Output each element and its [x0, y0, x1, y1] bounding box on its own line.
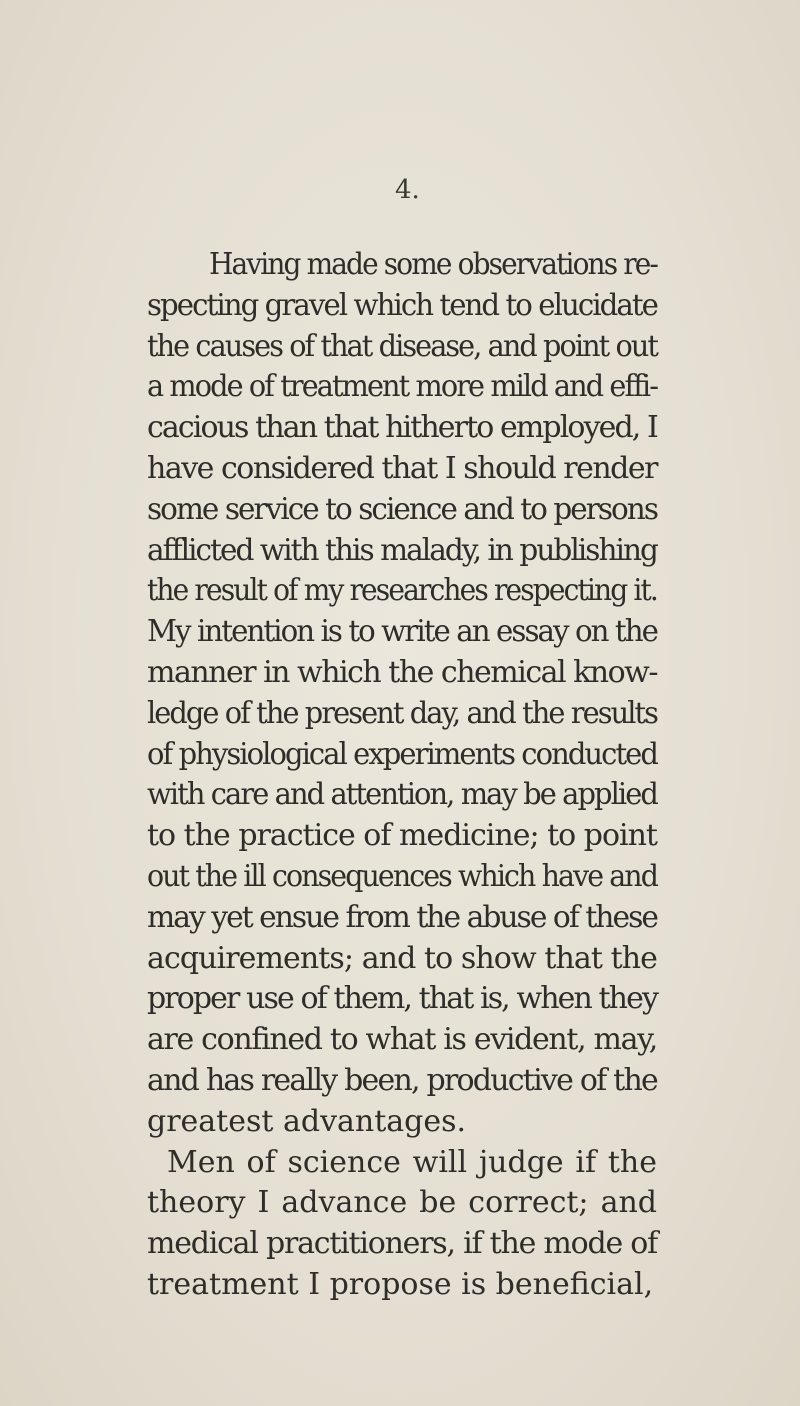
text-line: proper use of them, that is, when they — [147, 981, 657, 1017]
text-line: ledge of the present day, and the results — [147, 695, 657, 731]
text-line: the causes of that disease, and point out — [147, 328, 657, 364]
text-line: greatest advantages. — [147, 1103, 467, 1139]
text-line: Having made some observations re- — [209, 247, 657, 282]
text-line: have considered that I should render — [147, 450, 657, 486]
text-line: with care and attention, may be applied — [147, 777, 657, 813]
page-number: 4. — [395, 175, 420, 205]
text-line: specting gravel which tend to elucidate — [147, 287, 657, 323]
text-line: to the practice of medicine; to point — [147, 818, 657, 854]
text-line: manner in which the chemical know- — [147, 654, 657, 690]
text-line: a mode of treatment more mild and effi- — [147, 369, 657, 405]
paragraph-2 — [147, 1143, 657, 1306]
text-line: afflicted with this malady, in publishing — [147, 532, 657, 568]
text-line: Men of science will judge if the — [167, 1144, 657, 1180]
text-line: some service to science and to persons — [147, 491, 657, 527]
text-line: may yet ensue from the abuse of these — [147, 899, 657, 935]
text-line: and has really been, productive of the — [147, 1062, 657, 1098]
body-text — [147, 245, 657, 1306]
text-line: the result of my researches respecting it. — [147, 573, 657, 609]
text-line: My intention is to write an essay on the — [147, 614, 657, 650]
text-line: treatment I propose is beneficial, — [147, 1266, 654, 1302]
text-line: of physiological experiments conducted — [147, 736, 657, 772]
paragraph-1 — [147, 245, 657, 1143]
text-line: acquirements; and to show that the — [147, 940, 657, 976]
text-line: are confined to what is evident, may, — [147, 1022, 657, 1058]
text-line: theory I advance be correct; and — [147, 1185, 657, 1221]
text-line: cacious than that hitherto employed, I — [147, 410, 657, 446]
text-line: out the ill consequences which have and — [147, 858, 657, 894]
text-line: medical practitioners, if the mode of — [147, 1226, 657, 1262]
